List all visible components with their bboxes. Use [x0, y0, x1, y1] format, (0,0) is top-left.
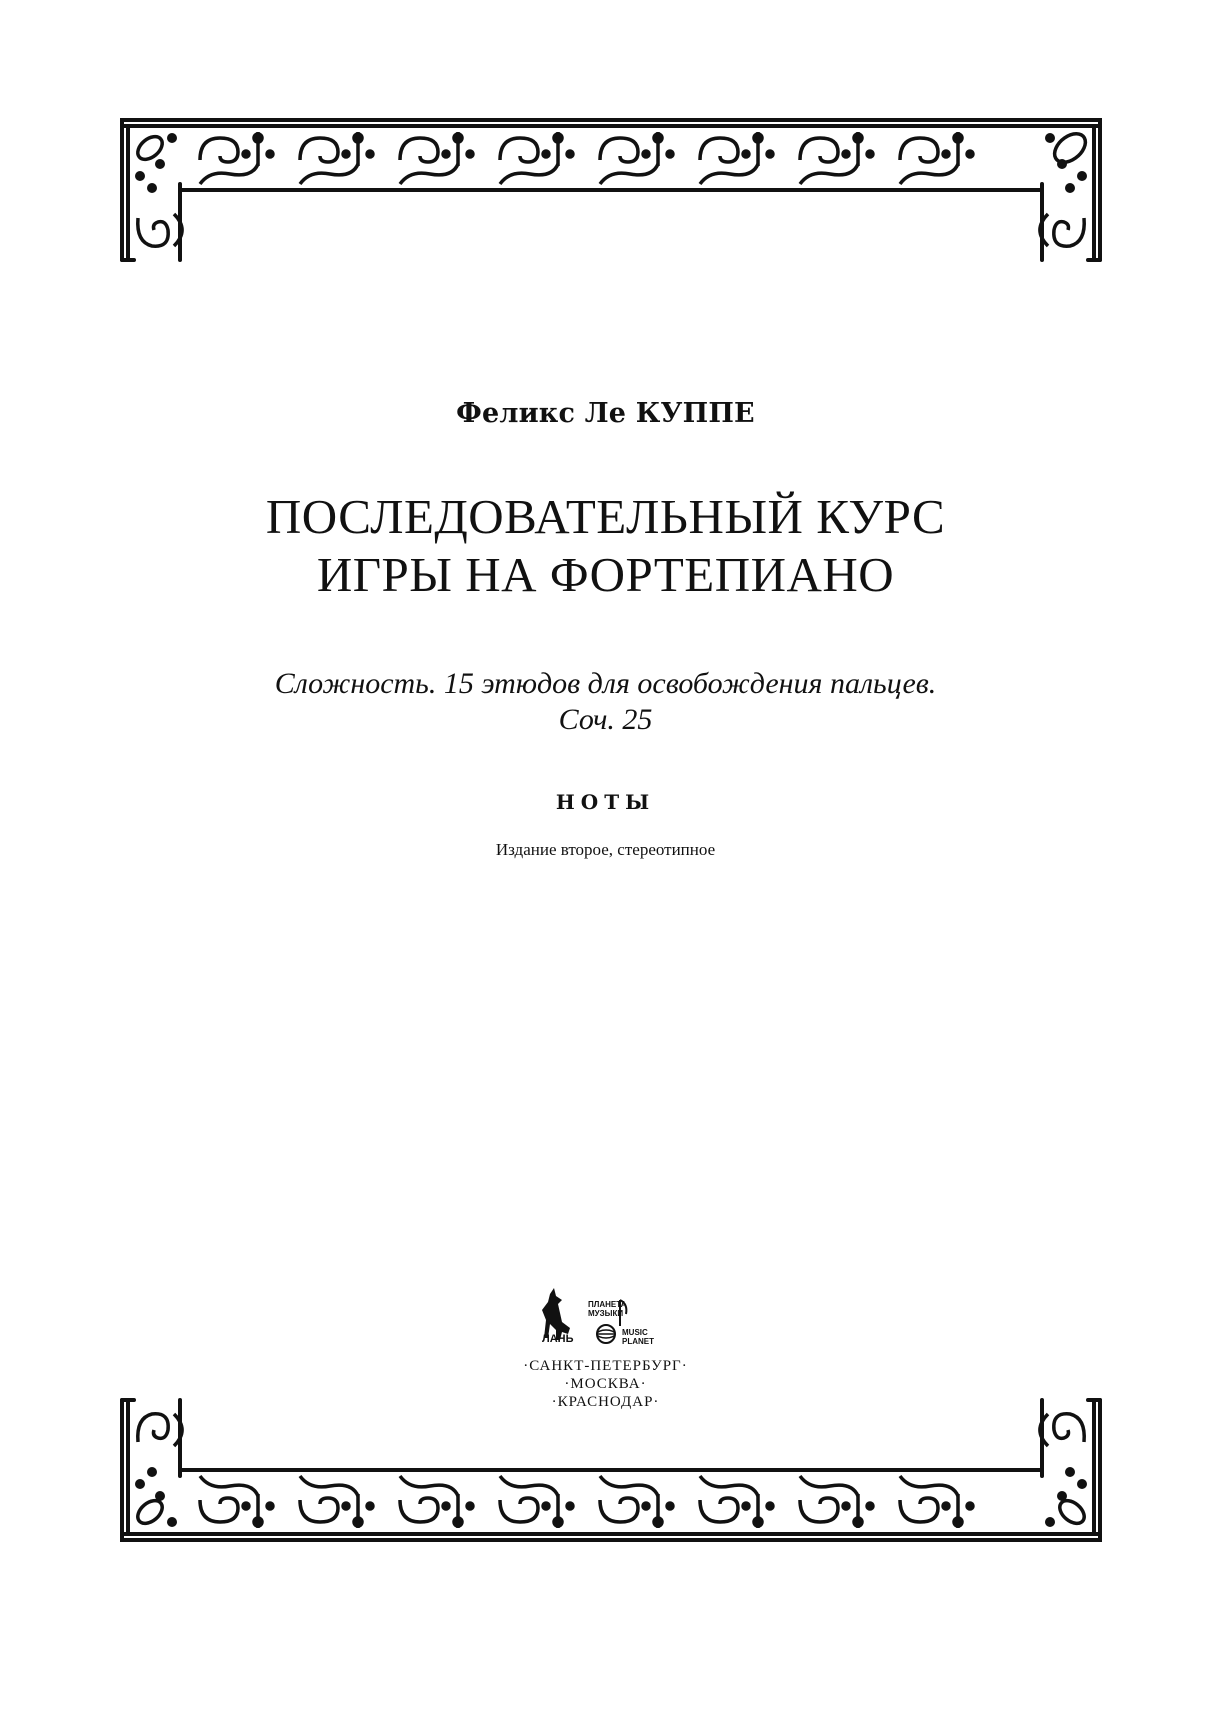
- logo-lan-text: ЛАНЬ: [542, 1333, 574, 1345]
- book-subtitle-line-2: Соч. 25: [558, 703, 653, 736]
- city-moscow: ·МОСКВА·: [564, 1376, 647, 1392]
- doe-logo-icon: [536, 1286, 676, 1356]
- author-name: Феликс Ле КУППЕ: [456, 398, 755, 429]
- document-type: НОТЫ: [555, 790, 656, 814]
- logo-music-text: [622, 1328, 654, 1346]
- logo-planet-line-1: ПЛАНЕТА: [588, 1300, 627, 1309]
- bottom-ornament-frame: [120, 1397, 1102, 1542]
- logo-planet-text: [588, 1300, 626, 1318]
- ornament-bottom-svg: [120, 1397, 1102, 1542]
- book-subtitle: [0, 666, 1211, 738]
- city-saint-petersburg: ·САНКТ-ПЕТЕРБУРГ·: [523, 1358, 688, 1374]
- city-krasnodar: ·КРАСНОДАР·: [551, 1394, 660, 1410]
- logo-music-line-2: PLANET: [622, 1337, 654, 1346]
- book-title-line-2: ИГРЫ НА ФОРТЕПИАНО: [316, 547, 895, 602]
- book-subtitle-line-1: Сложность. 15 этюдов для освобождения пальцев.: [274, 667, 937, 700]
- ornament-top-svg: [120, 118, 1102, 263]
- book-title: [0, 488, 1211, 604]
- publisher-logo: [536, 1286, 676, 1356]
- edition-note: Издание второе, стереотипное: [495, 840, 716, 859]
- book-title-line-1: ПОСЛЕДОВАТЕЛЬНЫЙ КУРС: [265, 489, 946, 544]
- logo-planet-line-2: МУЗЫКИ: [588, 1309, 624, 1318]
- logo-music-line-1: MUSIC: [622, 1328, 648, 1337]
- top-ornament-frame: [120, 118, 1102, 263]
